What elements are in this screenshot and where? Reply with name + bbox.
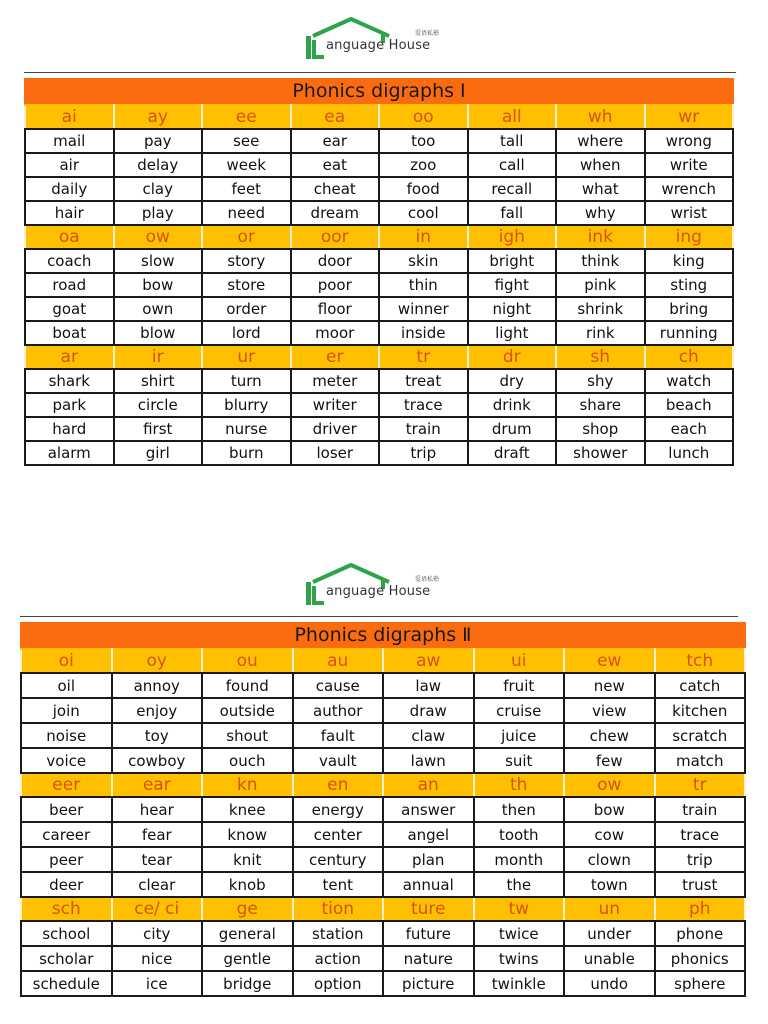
word-cell: turn [202,369,291,393]
word-cell: vault [293,748,384,773]
digraph-header-cell: in [379,225,468,249]
digraph-header-cell: au [293,649,384,673]
word-cell: wrist [645,201,734,225]
word-cell: claw [383,723,474,748]
word-cell: moor [291,321,380,345]
word-row [25,273,733,297]
word-row [25,369,733,393]
word-cell: hair [25,201,114,225]
digraph-table [24,104,734,466]
word-cell: where [556,129,645,153]
logo-chinese-text: 爱语私塾 [415,30,440,37]
word-cell: new [564,673,655,698]
word-cell: drum [468,417,557,441]
word-cell: bridge [202,971,293,996]
language-house-logo [303,16,463,56]
word-cell: cow [564,822,655,847]
word-cell: gentle [202,946,293,971]
word-cell: know [202,822,293,847]
word-cell: eat [291,153,380,177]
digraph-header-cell: ph [655,897,746,921]
word-row [21,797,745,822]
word-cell: under [564,921,655,946]
word-cell: clown [564,847,655,872]
word-cell: night [468,297,557,321]
word-cell: match [655,748,746,773]
word-cell: the [474,872,565,897]
digraph-header-cell: tion [293,897,384,921]
divider-line [24,72,736,73]
word-cell: nature [383,946,474,971]
digraph-header-row [21,649,745,673]
word-row [21,971,745,996]
digraph-header-cell: en [293,773,384,797]
digraph-header-cell: ow [114,225,203,249]
digraph-header-cell: ea [291,105,380,129]
word-cell: light [468,321,557,345]
word-row [21,946,745,971]
word-cell: tooth [474,822,565,847]
logo-brand-text: anguage House [326,584,431,599]
word-cell: angel [383,822,474,847]
word-cell: catch [655,673,746,698]
word-cell: enjoy [112,698,203,723]
word-cell: knit [202,847,293,872]
word-cell: few [564,748,655,773]
word-cell: food [379,177,468,201]
word-cell: shirt [114,369,203,393]
word-cell: lord [202,321,291,345]
word-row [21,822,745,847]
word-cell: winner [379,297,468,321]
word-cell: energy [293,797,384,822]
word-cell: goat [25,297,114,321]
word-cell: deer [21,872,112,897]
word-cell: lawn [383,748,474,773]
word-row [25,297,733,321]
word-cell: knee [202,797,293,822]
word-cell: draw [383,698,474,723]
word-cell: trip [655,847,746,872]
word-cell: treat [379,369,468,393]
digraph-header-cell: tch [655,649,746,673]
word-cell: nice [112,946,203,971]
word-cell: road [25,273,114,297]
word-cell: train [655,797,746,822]
sheet-title: Phonics digraphs Ⅰ [24,78,734,104]
word-cell: kitchen [655,698,746,723]
digraph-header-cell: ir [114,345,203,369]
word-cell: floor [291,297,380,321]
word-cell: train [379,417,468,441]
word-cell: bright [468,249,557,273]
word-cell: sting [645,273,734,297]
word-cell: shrink [556,297,645,321]
digraph-header-cell: ce/ ci [112,897,203,921]
word-cell: fault [293,723,384,748]
digraph-header-cell: aw [383,649,474,673]
word-cell: coach [25,249,114,273]
digraph-header-cell: ee [202,105,291,129]
word-cell: air [25,153,114,177]
word-row [25,249,733,273]
word-cell: clay [114,177,203,201]
word-cell: peer [21,847,112,872]
word-cell: why [556,201,645,225]
digraph-header-cell: oo [379,105,468,129]
digraph-header-row [21,897,745,921]
word-cell: fall [468,201,557,225]
word-cell: hard [25,417,114,441]
digraph-header-row [25,105,733,129]
word-cell: schedule [21,971,112,996]
digraph-header-cell: sch [21,897,112,921]
digraph-header-cell: wr [645,105,734,129]
word-cell: need [202,201,291,225]
digraph-header-cell: ing [645,225,734,249]
word-cell: too [379,129,468,153]
word-row [21,921,745,946]
word-cell: own [114,297,203,321]
word-cell: share [556,393,645,417]
word-cell: tear [112,847,203,872]
word-cell: trust [655,872,746,897]
word-cell: ear [291,129,380,153]
word-cell: pink [556,273,645,297]
digraph-header-cell: oy [112,649,203,673]
digraph-header-cell: ge [202,897,293,921]
digraph-header-cell: dr [468,345,557,369]
digraph-sheet-2 [20,622,746,997]
word-cell: tent [293,872,384,897]
word-cell: lunch [645,441,734,465]
word-cell: century [293,847,384,872]
word-cell: story [202,249,291,273]
word-row [25,129,733,153]
digraph-header-cell: ear [112,773,203,797]
word-cell: join [21,698,112,723]
word-cell: juice [474,723,565,748]
word-cell: daily [25,177,114,201]
digraph-header-cell: ture [383,897,474,921]
word-cell: action [293,946,384,971]
word-cell: first [114,417,203,441]
word-cell: driver [291,417,380,441]
word-cell: beach [645,393,734,417]
word-cell: fruit [474,673,565,698]
word-cell: noise [21,723,112,748]
digraph-header-cell: ink [556,225,645,249]
word-cell: burn [202,441,291,465]
word-cell: see [202,129,291,153]
digraph-header-cell: all [468,105,557,129]
word-cell: outside [202,698,293,723]
word-cell: shark [25,369,114,393]
word-cell: alarm [25,441,114,465]
digraph-header-cell: ow [564,773,655,797]
word-cell: fight [468,273,557,297]
word-cell: dry [468,369,557,393]
word-cell: delay [114,153,203,177]
word-cell: circle [114,393,203,417]
word-cell: answer [383,797,474,822]
word-cell: shower [556,441,645,465]
logo-brand-text: anguage House [326,38,431,53]
word-cell: hear [112,797,203,822]
word-cell: ice [112,971,203,996]
word-cell: call [468,153,557,177]
word-cell: week [202,153,291,177]
word-cell: phonics [655,946,746,971]
word-cell: bow [564,797,655,822]
word-cell: career [21,822,112,847]
digraph-header-cell: tw [474,897,565,921]
word-cell: park [25,393,114,417]
word-cell: pay [114,129,203,153]
word-cell: what [556,177,645,201]
word-cell: annoy [112,673,203,698]
word-row [21,673,745,698]
word-cell: slow [114,249,203,273]
word-cell: suit [474,748,565,773]
word-cell: picture [383,971,474,996]
word-cell: write [645,153,734,177]
digraph-header-cell: kn [202,773,293,797]
word-cell: shop [556,417,645,441]
word-cell: general [202,921,293,946]
word-cell: watch [645,369,734,393]
digraph-header-cell: tr [655,773,746,797]
word-cell: store [202,273,291,297]
word-row [25,177,733,201]
digraph-header-cell: or [202,225,291,249]
word-cell: month [474,847,565,872]
word-cell: clear [112,872,203,897]
word-cell: writer [291,393,380,417]
word-cell: door [291,249,380,273]
word-cell: city [112,921,203,946]
word-cell: thin [379,273,468,297]
word-cell: twice [474,921,565,946]
word-cell: oil [21,673,112,698]
digraph-sheet-1 [24,78,734,466]
word-cell: inside [379,321,468,345]
word-row [25,393,733,417]
digraph-header-row [25,225,733,249]
word-cell: trace [379,393,468,417]
word-cell: order [202,297,291,321]
word-cell: future [383,921,474,946]
digraph-header-cell: an [383,773,474,797]
word-cell: twins [474,946,565,971]
word-cell: beer [21,797,112,822]
word-cell: view [564,698,655,723]
word-cell: knob [202,872,293,897]
digraph-header-cell: ur [202,345,291,369]
word-cell: girl [114,441,203,465]
digraph-header-cell: th [474,773,565,797]
logo-chinese-text: 爱语私塾 [415,576,440,583]
word-cell: phone [655,921,746,946]
word-cell: center [293,822,384,847]
word-cell: draft [468,441,557,465]
word-cell: each [645,417,734,441]
word-cell: blurry [202,393,291,417]
word-cell: play [114,201,203,225]
word-cell: school [21,921,112,946]
word-cell: found [202,673,293,698]
word-cell: feet [202,177,291,201]
digraph-header-cell: igh [468,225,557,249]
word-cell: ouch [202,748,293,773]
word-cell: running [645,321,734,345]
word-cell: twinkle [474,971,565,996]
word-cell: cruise [474,698,565,723]
digraph-header-row [25,345,733,369]
word-cell: scratch [655,723,746,748]
word-row [25,321,733,345]
word-cell: skin [379,249,468,273]
digraph-header-row [21,773,745,797]
word-cell: plan [383,847,474,872]
word-row [21,748,745,773]
word-cell: annual [383,872,474,897]
word-cell: boat [25,321,114,345]
digraph-header-cell: er [291,345,380,369]
word-cell: tall [468,129,557,153]
word-cell: shy [556,369,645,393]
word-row [21,698,745,723]
word-row [25,417,733,441]
digraph-header-cell: ch [645,345,734,369]
word-row [25,201,733,225]
word-cell: then [474,797,565,822]
digraph-header-cell: ou [202,649,293,673]
word-cell: think [556,249,645,273]
word-cell: cause [293,673,384,698]
word-cell: scholar [21,946,112,971]
digraph-header-cell: sh [556,345,645,369]
word-cell: law [383,673,474,698]
divider-line [20,616,738,617]
word-cell: shout [202,723,293,748]
digraph-header-cell: ew [564,649,655,673]
word-cell: when [556,153,645,177]
word-row [21,872,745,897]
word-row [25,441,733,465]
digraph-header-cell: ui [474,649,565,673]
digraph-header-cell: ay [114,105,203,129]
word-cell: sphere [655,971,746,996]
word-cell: chew [564,723,655,748]
word-cell: poor [291,273,380,297]
word-cell: loser [291,441,380,465]
digraph-header-cell: un [564,897,655,921]
word-cell: mail [25,129,114,153]
word-cell: unable [564,946,655,971]
word-cell: drink [468,393,557,417]
word-cell: fear [112,822,203,847]
word-cell: recall [468,177,557,201]
word-cell: meter [291,369,380,393]
digraph-header-cell: tr [379,345,468,369]
word-cell: cowboy [112,748,203,773]
word-row [25,153,733,177]
word-cell: cheat [291,177,380,201]
digraph-header-cell: eer [21,773,112,797]
word-cell: voice [21,748,112,773]
word-row [21,847,745,872]
digraph-header-cell: ar [25,345,114,369]
digraph-header-cell: oor [291,225,380,249]
word-cell: trace [655,822,746,847]
language-house-logo [303,562,463,602]
word-cell: dream [291,201,380,225]
digraph-header-cell: wh [556,105,645,129]
word-cell: rink [556,321,645,345]
word-cell: town [564,872,655,897]
word-cell: undo [564,971,655,996]
word-cell: bring [645,297,734,321]
word-cell: bow [114,273,203,297]
word-cell: zoo [379,153,468,177]
sheet-title: Phonics digraphs Ⅱ [20,622,746,648]
word-cell: option [293,971,384,996]
word-cell: trip [379,441,468,465]
word-cell: station [293,921,384,946]
digraph-header-cell: oa [25,225,114,249]
word-cell: cool [379,201,468,225]
word-row [21,723,745,748]
word-cell: author [293,698,384,723]
digraph-header-cell: oi [21,649,112,673]
digraph-header-cell: ai [25,105,114,129]
word-cell: king [645,249,734,273]
word-cell: toy [112,723,203,748]
word-cell: wrong [645,129,734,153]
word-cell: blow [114,321,203,345]
word-cell: wrench [645,177,734,201]
word-cell: nurse [202,417,291,441]
digraph-table [20,648,746,997]
